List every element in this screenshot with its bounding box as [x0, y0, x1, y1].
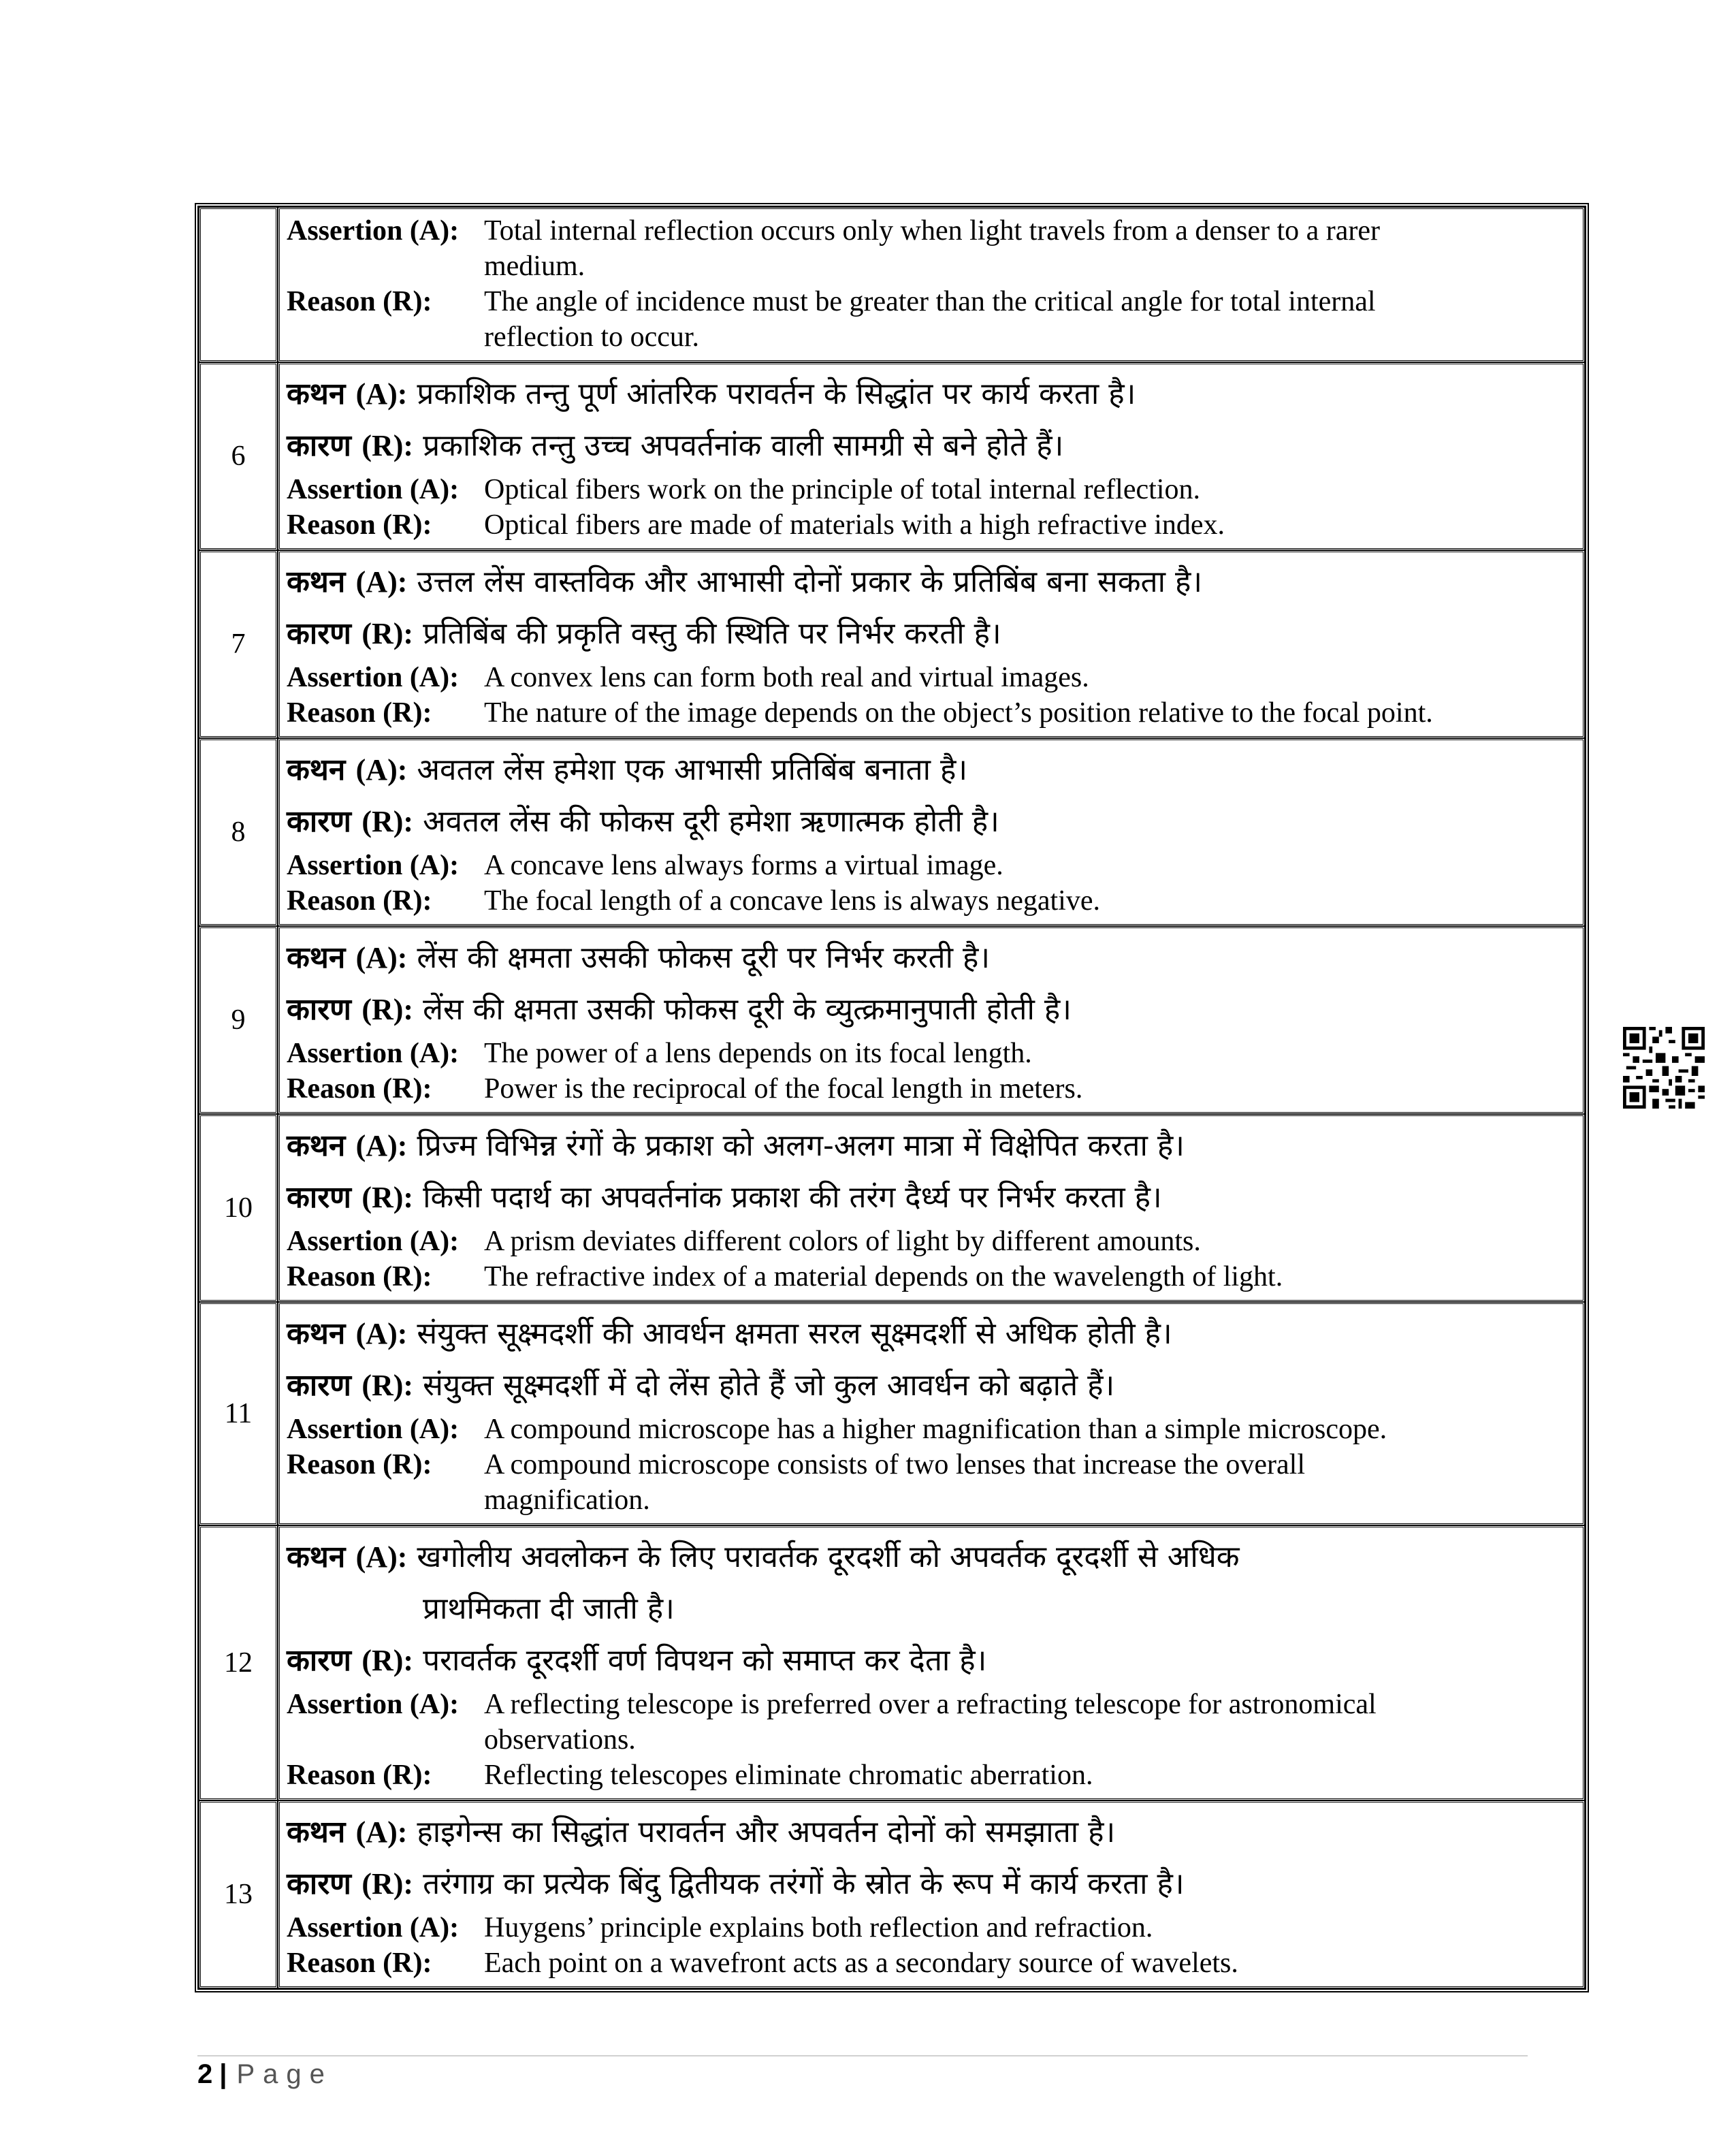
question-content: [278, 1302, 1585, 1525]
footer-separator: |: [219, 2059, 227, 2089]
question-content: [278, 362, 1585, 550]
kathan-label: कथन: [287, 1316, 346, 1351]
hindi-reason-label: [287, 608, 413, 660]
english-reason-line: [287, 284, 1577, 319]
hindi-reason-label: [287, 796, 413, 848]
english-assertion-text: A concave lens always forms a virtual image.: [484, 850, 1003, 881]
hindi-assertion-label: [287, 744, 407, 796]
hindi-assertion-line: [287, 368, 1577, 420]
r-label: (R):: [361, 1644, 414, 1677]
karan-label: कारण: [287, 992, 351, 1027]
hindi-reason-line: [287, 608, 1577, 660]
assertion-label: Assertion (A):: [287, 1689, 460, 1720]
reason-label: Reason (R):: [287, 1449, 432, 1480]
hindi-reason-text: लेंस की क्षमता उसकी फोकस दूरी के व्युत्क्रमानुपाती होती है।: [423, 992, 1072, 1027]
karan-label: कारण: [287, 1180, 351, 1215]
hindi-reason-label: [287, 1858, 413, 1910]
page-number: 2: [197, 2059, 213, 2089]
question-number: 9: [199, 926, 278, 1114]
question-content: [278, 1525, 1585, 1800]
hindi-reason-line: [287, 1172, 1577, 1224]
assertion-label: Assertion (A):: [287, 1912, 460, 1943]
question-number: 6: [199, 362, 278, 550]
kathan-label: कथन: [287, 377, 346, 411]
page-label: Page: [236, 2059, 333, 2089]
hindi-reason-line: [287, 1858, 1577, 1910]
assertion-label: Assertion (A):: [287, 1414, 460, 1445]
hindi-assertion-label: [287, 1531, 407, 1583]
question-content: [278, 550, 1585, 738]
question-row: [199, 1114, 1585, 1302]
hindi-reason-text: प्रतिबिंब की प्रकृति वस्तु की स्थिति पर निर्भर करती है।: [423, 616, 1001, 651]
english-reason-line: [287, 1945, 1577, 1981]
kathan-label: कथन: [287, 1540, 346, 1574]
english-reason-text: Reflecting telescopes eliminate chromatic aberration.: [484, 1760, 1093, 1791]
hindi-assertion-label: [287, 932, 407, 984]
reason-label: Reason (R):: [287, 1760, 432, 1791]
english-assertion-line: [287, 1910, 1577, 1945]
hindi-reason-label: [287, 984, 413, 1036]
a-label: (A):: [355, 377, 408, 411]
hindi-assertion-line: [287, 556, 1577, 608]
assertion-label: Assertion (A):: [287, 662, 460, 693]
hindi-reason-text: परावर्तक दूरदर्शी वर्ण विपथन को समाप्त कर देता है।: [423, 1643, 987, 1678]
english-assertion-continuation: observations.: [484, 1724, 636, 1755]
english-assertion-continuation: medium.: [484, 251, 585, 282]
hindi-assertion-label: [287, 556, 407, 608]
question-row: [199, 207, 1585, 362]
english-reason-text: The focal length of a concave lens is always negative.: [484, 885, 1100, 917]
question-number: [199, 207, 278, 362]
question-content: [278, 738, 1585, 926]
kathan-label: कथन: [287, 1815, 346, 1849]
assertion-label: Assertion (A):: [287, 1038, 460, 1069]
question-content: [278, 207, 1585, 362]
hindi-assertion-text: संयुक्त सूक्ष्मदर्शी की आवर्धन क्षमता सरल सूक्ष्मदर्शी से अधिक होती है।: [417, 1316, 1172, 1351]
footer-rule: [197, 2055, 1528, 2056]
english-assertion-text: A prism deviates different colors of light by different amounts.: [484, 1226, 1201, 1257]
assertion-label: Assertion (A):: [287, 850, 460, 881]
r-label: (R):: [361, 617, 414, 650]
hindi-assertion-line: [287, 1120, 1577, 1172]
kathan-label: कथन: [287, 1128, 346, 1163]
english-reason-text: Power is the reciprocal of the focal length in meters.: [484, 1073, 1083, 1105]
english-assertion-line: [287, 1224, 1577, 1259]
hindi-reason-line: [287, 1635, 1577, 1687]
english-assertion-line: [287, 1412, 1577, 1447]
hindi-assertion-label: [287, 1308, 407, 1360]
english-reason-line: [287, 1259, 1577, 1294]
r-label: (R):: [361, 1181, 414, 1214]
english-reason-continuation: reflection to occur.: [484, 321, 700, 353]
english-reason-line: [287, 1758, 1577, 1793]
r-label: (R):: [361, 1369, 414, 1402]
english-assertion-text: Optical fibers work on the principle of total internal reflection.: [484, 474, 1200, 505]
hindi-assertion-line: [287, 932, 1577, 984]
assertion-label: Assertion (A):: [287, 215, 460, 247]
hindi-assertion-continuation: प्राथमिकता दी जाती है।: [423, 1591, 675, 1626]
question-number: 10: [199, 1114, 278, 1302]
hindi-reason-label: [287, 1635, 413, 1687]
hindi-reason-label: [287, 1360, 413, 1412]
hindi-assertion-text: लेंस की क्षमता उसकी फोकस दूरी पर निर्भर करती है।: [417, 940, 991, 975]
reason-label: Reason (R):: [287, 885, 432, 917]
r-label: (R):: [361, 429, 414, 462]
english-assertion-text: A reflecting telescope is preferred over a refracting telescope for astronomical: [484, 1689, 1377, 1720]
english-reason-text: The nature of the image depends on the object’s position relative to the focal point.: [484, 697, 1433, 729]
english-assertion-text: The power of a lens depends on its focal length.: [484, 1038, 1032, 1069]
a-label: (A):: [355, 1815, 408, 1849]
reason-label: Reason (R):: [287, 286, 432, 317]
question-number: 11: [199, 1302, 278, 1525]
english-assertion-text: Total internal reflection occurs only when light travels from a denser to a rarer: [484, 215, 1381, 247]
hindi-reason-text: तरंगाग्र का प्रत्येक बिंदु द्वितीयक तरंगों के स्रोत के रूप में कार्य करता है।: [423, 1866, 1185, 1901]
hindi-assertion-text: हाइगेन्स का सिद्धांत परावर्तन और अपवर्तन दोनों को समझाता है।: [417, 1815, 1116, 1849]
english-assertion-line: [287, 213, 1577, 249]
assertion-label: Assertion (A):: [287, 1226, 460, 1257]
hindi-reason-text: किसी पदार्थ का अपवर्तनांक प्रकाश की तरंग दैर्ध्य पर निर्भर करता है।: [423, 1180, 1162, 1215]
english-assertion-line: [287, 1036, 1577, 1071]
english-reason-text: The angle of incidence must be greater than the critical angle for total internal: [484, 286, 1376, 317]
a-label: (A):: [355, 1540, 408, 1574]
hindi-assertion-text: खगोलीय अवलोकन के लिए परावर्तक दूरदर्शी को अपवर्तक दूरदर्शी से अधिक: [417, 1540, 1240, 1574]
hindi-assertion-text: उत्तल लेंस वास्तविक और आभासी दोनों प्रकार के प्रतिबिंब बना सकता है।: [417, 565, 1203, 599]
karan-label: कारण: [287, 428, 351, 463]
hindi-reason-text: संयुक्त सूक्ष्मदर्शी में दो लेंस होते हैं जो कुल आवर्धन को बढ़ाते हैं।: [423, 1368, 1115, 1403]
a-label: (A):: [355, 565, 408, 599]
question-row: [199, 1525, 1585, 1800]
question-table: [195, 203, 1589, 1992]
hindi-reason-line: [287, 796, 1577, 848]
english-reason-line: [287, 1071, 1577, 1107]
kathan-label: कथन: [287, 940, 346, 975]
hindi-assertion-line: [287, 744, 1577, 796]
hindi-reason-text: अवतल लेंस की फोकस दूरी हमेशा ऋणात्मक होती है।: [423, 804, 999, 839]
r-label: (R):: [361, 1867, 414, 1901]
question-content: [278, 1114, 1585, 1302]
a-label: (A):: [355, 753, 408, 786]
question-number: 7: [199, 550, 278, 738]
question-row: [199, 738, 1585, 926]
english-reason-text: A compound microscope consists of two lenses that increase the overall: [484, 1449, 1306, 1480]
english-reason-continuation: magnification.: [484, 1484, 650, 1516]
hindi-reason-line: [287, 420, 1577, 472]
english-assertion-text: A compound microscope has a higher magnification than a simple microscope.: [484, 1414, 1387, 1445]
english-reason-line: [287, 695, 1577, 731]
hindi-assertion-text: अवतल लेंस हमेशा एक आभासी प्रतिबिंब बनाता है।: [417, 752, 968, 787]
hindi-assertion-text: प्रिज्म विभिन्न रंगों के प्रकाश को अलग-अलग मात्रा में विक्षेपित करता है।: [417, 1128, 1185, 1163]
question-number: 12: [199, 1525, 278, 1800]
assertion-label: Assertion (A):: [287, 474, 460, 505]
hindi-reason-label: [287, 420, 413, 472]
reason-label: Reason (R):: [287, 1073, 432, 1105]
question-row: [199, 926, 1585, 1114]
reason-label: Reason (R):: [287, 697, 432, 729]
reason-label: Reason (R):: [287, 1261, 432, 1292]
r-label: (R):: [361, 805, 414, 838]
a-label: (A):: [355, 941, 408, 974]
english-reason-line: [287, 1447, 1577, 1482]
question-row: [199, 362, 1585, 550]
hindi-assertion-text: प्रकाशिक तन्तु पूर्ण आंतरिक परावर्तन के सिद्धांत पर कार्य करता है।: [417, 377, 1136, 411]
hindi-reason-label: [287, 1172, 413, 1224]
r-label: (R):: [361, 993, 414, 1026]
english-assertion-line: [287, 660, 1577, 695]
english-assertion-line: [287, 472, 1577, 507]
english-assertion-text: Huygens’ principle explains both reflection and refraction.: [484, 1912, 1153, 1943]
question-number: 13: [199, 1800, 278, 1988]
kathan-label: कथन: [287, 565, 346, 599]
a-label: (A):: [355, 1317, 408, 1350]
english-assertion-line: [287, 848, 1577, 883]
hindi-assertion-line: [287, 1308, 1577, 1360]
question-row: [199, 1302, 1585, 1525]
karan-label: कारण: [287, 1643, 351, 1678]
hindi-reason-text: प्रकाशिक तन्तु उच्च अपवर्तनांक वाली सामग्री से बने होते हैं।: [423, 428, 1064, 463]
hindi-assertion-label: [287, 368, 407, 420]
hindi-assertion-label: [287, 1120, 407, 1172]
qr-code-icon: [1623, 1027, 1705, 1109]
english-assertion-text: A convex lens can form both real and virtual images.: [484, 662, 1089, 693]
a-label: (A):: [355, 1129, 408, 1162]
english-reason-text: The refractive index of a material depends on the wavelength of light.: [484, 1261, 1283, 1292]
english-assertion-line: [287, 1687, 1577, 1722]
hindi-reason-line: [287, 984, 1577, 1036]
karan-label: कारण: [287, 1866, 351, 1901]
reason-label: Reason (R):: [287, 509, 432, 541]
hindi-assertion-line: [287, 1531, 1577, 1583]
hindi-assertion-label: [287, 1807, 407, 1858]
reason-label: Reason (R):: [287, 1948, 432, 1979]
hindi-reason-line: [287, 1360, 1577, 1412]
question-content: [278, 926, 1585, 1114]
english-reason-line: [287, 507, 1577, 543]
question-number: 8: [199, 738, 278, 926]
english-reason-text: Optical fibers are made of materials with a high refractive index.: [484, 509, 1225, 541]
question-content: [278, 1800, 1585, 1988]
karan-label: कारण: [287, 804, 351, 839]
kathan-label: कथन: [287, 752, 346, 787]
english-reason-line: [287, 883, 1577, 919]
hindi-assertion-line: [287, 1807, 1577, 1858]
karan-label: कारण: [287, 1368, 351, 1403]
english-reason-text: Each point on a wavefront acts as a secondary source of wavelets.: [484, 1948, 1238, 1979]
question-row: [199, 1800, 1585, 1988]
karan-label: कारण: [287, 616, 351, 651]
page-footer: [197, 2059, 333, 2090]
question-row: [199, 550, 1585, 738]
